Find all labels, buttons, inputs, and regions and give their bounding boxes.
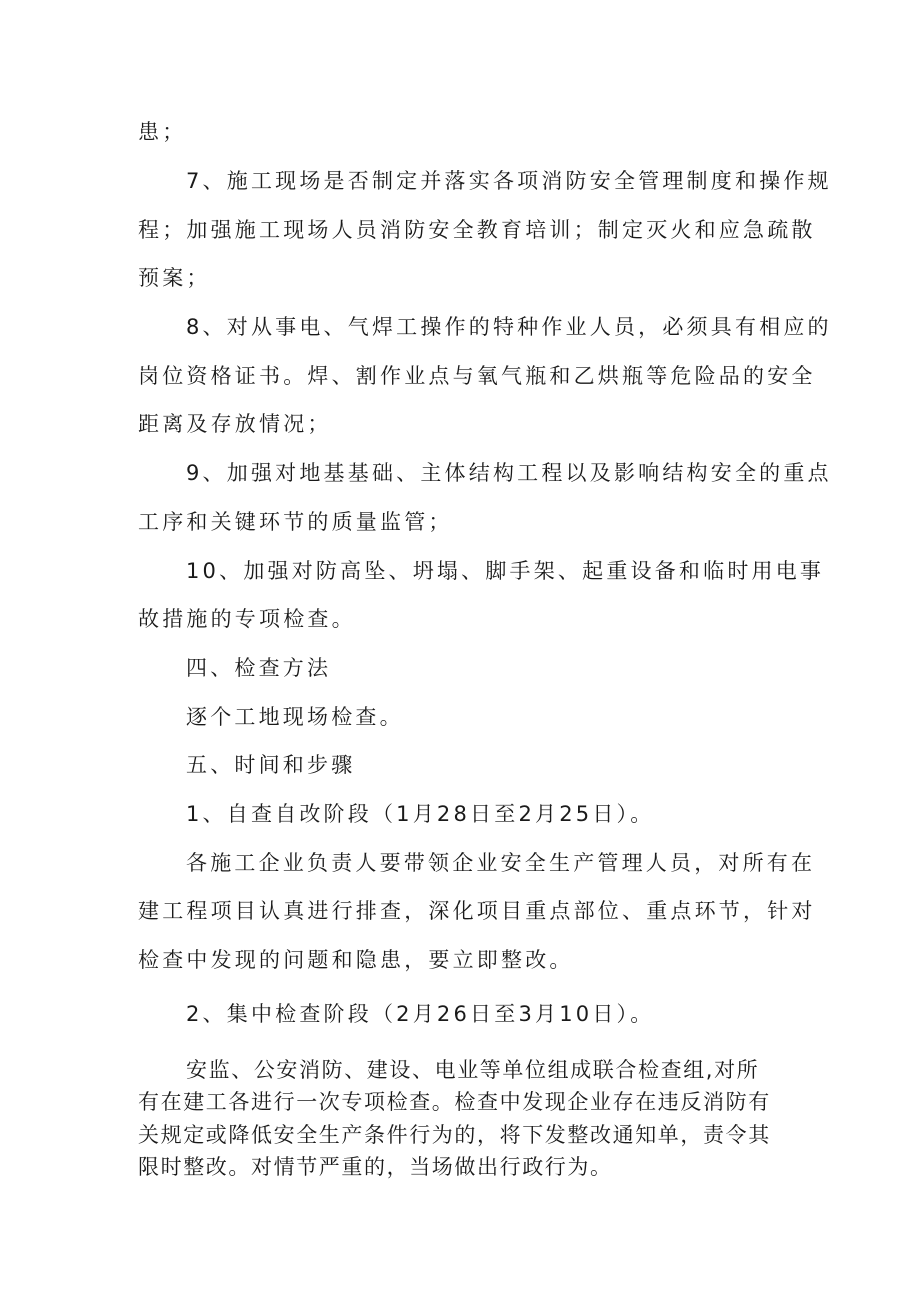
- text-line-19: 2、集中检查阶段（2月26日至3月10日）。: [186, 1002, 655, 1026]
- text-line-4: 预案；: [138, 266, 211, 290]
- text-line-22: 关规定或降低安全生产条件行为的，将下发整改通知单，责令其: [138, 1123, 771, 1147]
- text-line-3: 程；加强施工现场人员消防安全教育培训；制定灭火和应急疏散: [138, 218, 816, 242]
- text-line-13: 逐个工地现场检查。: [186, 705, 404, 729]
- text-line-15: 1、自查自改阶段（1月28日至2月25日）。: [186, 802, 655, 826]
- text-line-20: 安监、公安消防、建设、电业等单位组成联合检查组,对所: [186, 1058, 760, 1082]
- section-heading-5: 五、时间和步骤: [186, 753, 356, 777]
- text-line-21: 有在建工各进行一次专项检查。检查中发现企业存在违反消防有: [138, 1090, 771, 1114]
- text-line-5: 8、对从事电、气焊工操作的特种作业人员，必须具有相应的: [186, 315, 832, 339]
- text-line-8: 9、加强对地基基础、主体结构工程以及影响结构安全的重点: [186, 461, 832, 485]
- text-line-17: 建工程项目认真进行排查，深化项目重点部位、重点环节，针对: [138, 899, 816, 923]
- text-line-16: 各施工企业负责人要带领企业安全生产管理人员，对所有在: [186, 851, 816, 875]
- text-line-11: 故措施的专项检查。: [138, 607, 356, 631]
- text-line-1: 患；: [138, 120, 187, 144]
- section-heading-4: 四、检查方法: [186, 656, 332, 680]
- text-line-6: 岗位资格证书。焊、割作业点与氧气瓶和乙烘瓶等危险品的安全: [138, 364, 816, 388]
- text-line-18: 检查中发现的问题和隐患，要立即整改。: [138, 948, 574, 972]
- text-line-2: 7、施工现场是否制定并落实各项消防安全管理制度和操作规: [186, 169, 832, 193]
- text-line-10: 10、加强对防高坠、坍塌、脚手架、起重设备和临时用电事: [186, 559, 825, 583]
- text-line-9: 工序和关键环节的质量监管；: [138, 510, 453, 534]
- text-line-23: 限时整改。对情节严重的，当场做出行政行为。: [138, 1155, 613, 1179]
- text-line-7: 距离及存放情况；: [138, 412, 332, 436]
